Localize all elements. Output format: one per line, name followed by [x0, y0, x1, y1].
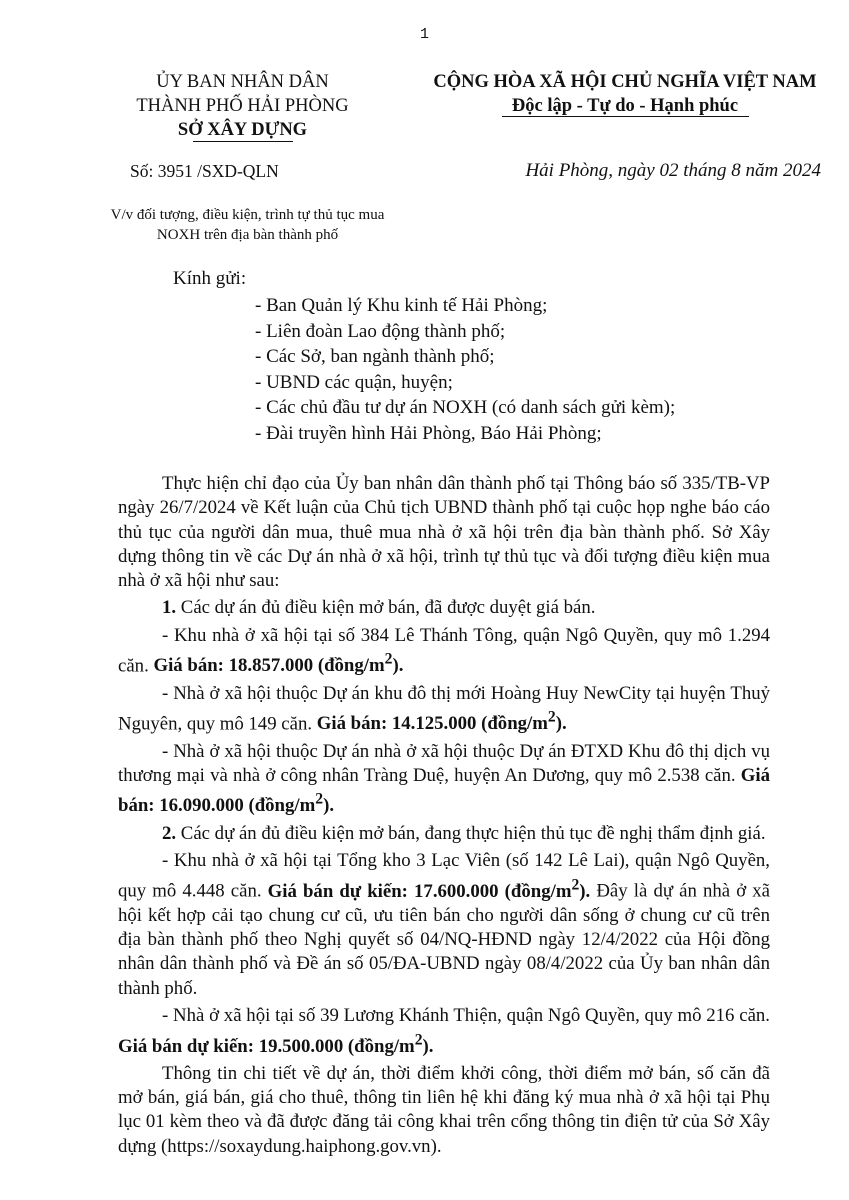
greeting: Kính gửi: [173, 268, 247, 289]
subject-line-1: V/v đối tượng, điều kiện, trình tự thủ tục mua [110, 207, 385, 223]
national-header [425, 70, 825, 118]
section-2-heading [118, 822, 770, 846]
section-1-number: 1. [162, 597, 177, 619]
nation-title: CỘNG HÒA XÃ HỘI CHỦ NGHĨA VIỆT NAM [433, 72, 817, 92]
org-line-1: ỦY BAN NHÂN DÂN [156, 72, 329, 92]
price-close: ). [579, 880, 591, 902]
org-line-3: SỞ XÂY DỰNG [177, 120, 308, 140]
intro-paragraph: Thực hiện chỉ đạo của Ủy ban nhân dân thành phố tại Thông báo số 335/TB-VP ngày 26/7/2024 về Kết luận của Chủ tịch UBND thành phố tại cuộc họp nghe báo cáo thủ tục của người dân mua, thuê mua nhà ở xã hội trên địa bàn thành phố. Sở Xây dựng thông tin về các Dự án nhà ở xã hội, trình tự thủ tục và đối tượng điều kiện mua nhà ở xã hội như sau: [118, 473, 770, 592]
issuing-organization [110, 70, 375, 142]
document-date: Hải Phòng, ngày 02 tháng 8 năm 2024 [525, 160, 821, 181]
document-subject [70, 205, 425, 245]
project-description: - Nhà ở xã hội thuộc Dự án khu đô thị mới Hoàng Huy NewCity tại huyện Thuỷ Nguyên, quy mô 149 căn. [118, 682, 770, 735]
project-description: - Nhà ở xã hội thuộc Dự án nhà ở xã hội thuộc Dự án ĐTXD Khu đô thị dịch vụ thương mại và nhà ở công nhân Tràng Duệ, huyện An Dương, quy mô 2.538 căn. [118, 740, 770, 786]
motto-underline [502, 116, 749, 117]
project-description: - Khu nhà ở xã hội tại số 384 Lê Thánh Tông, quận Ngô Quyền, quy mô 1.294 căn. [118, 624, 770, 677]
recipient-item: - Ban Quản lý Khu kinh tế Hải Phòng; [255, 295, 548, 316]
recipient-item: - Các chủ đầu tư dự án NOXH (có danh sách gửi kèm); [255, 397, 676, 419]
section-2-title: Các dự án đủ điều kiện mở bán, đang thực hiện thủ tục đề nghị thẩm định giá. [176, 822, 766, 844]
superscript: 2 [384, 651, 393, 669]
recipient-item: - Đài truyền hình Hải Phòng, Báo Hải Phòng; [255, 422, 602, 444]
price-text: Giá bán: 14.125.000 (đồng/m [316, 713, 548, 735]
price-close: ). [323, 795, 335, 817]
project-item [118, 1004, 770, 1059]
section-2-number: 2. [162, 822, 177, 844]
page-number: 1 [419, 26, 429, 43]
document-body [118, 472, 770, 1159]
project-item [118, 740, 770, 819]
recipient-item: - Liên đoàn Lao động thành phố; [255, 320, 506, 342]
price-close: ). [392, 655, 404, 677]
document-number: Số: 3951 /SXD-QLN [130, 161, 279, 181]
project-price [118, 1031, 434, 1057]
section-1-heading [118, 596, 770, 620]
project-item [118, 849, 770, 1001]
price-text: Giá bán: 18.857.000 (đồng/m [153, 655, 385, 677]
project-item [118, 682, 770, 737]
subject-line-2: NOXH trên địa bàn thành phố [156, 227, 339, 243]
closing-paragraph: Thông tin chi tiết về dự án, thời điểm khởi công, thời điểm mở bán, số căn đã mở bán, giá bán, giá cho thuê, thông tin liên hệ khi đăng ký mua nhà ở xã hội tại Phụ lục 01 kèm theo và đã được đăng tải công khai trên cổng thông tin điện tử của Sở Xây dựng (https://soxaydung.haiphong.gov.vn). [118, 1062, 770, 1157]
price-close: ). [422, 1035, 434, 1057]
project-price [316, 708, 567, 735]
recipient-item: - UBND các quận, huyện; [255, 371, 453, 393]
recipient-item: - Các Sở, ban ngành thành phố; [255, 346, 495, 368]
recipient-list [255, 293, 675, 447]
superscript: 2 [547, 708, 556, 726]
price-text: Giá bán dự kiến: 19.500.000 (đồng/m [118, 1035, 415, 1057]
project-item [118, 624, 770, 679]
project-price [267, 876, 591, 902]
nation-motto: Độc lập - Tự do - Hạnh phúc [511, 96, 739, 116]
superscript: 2 [315, 791, 324, 809]
superscript: 2 [414, 1031, 423, 1049]
superscript: 2 [571, 876, 580, 894]
org-underline [193, 141, 293, 142]
project-description: - Nhà ở xã hội tại số 39 Lương Khánh Thiện, quận Ngô Quyền, quy mô 216 căn. [162, 1005, 770, 1026]
price-text: Giá bán: 16.090.000 (đồng/m [118, 764, 770, 817]
org-line-2: THÀNH PHỐ HẢI PHÒNG [136, 96, 349, 116]
project-price [153, 651, 404, 677]
price-text: Giá bán dự kiến: 17.600.000 (đồng/m [267, 880, 572, 902]
section-1-title: Các dự án đủ điều kiện mở bán, đã được duyệt giá bán. [176, 597, 596, 619]
price-close: ). [555, 713, 567, 735]
project-note: Đây là dự án nhà ở xã hội kết hợp cải tạo chung cư cũ, ưu tiên bán cho người dân sống ở chung cư cũ trên địa bàn thành phố theo Nghị quyết số 04/NQ-HĐND ngày 12/4/2022 của Hội đồng nhân dân thành phố và Đề án số 05/ĐA-UBND ngày 08/4/2022 của Ủy ban nhân dân thành phố. [118, 880, 770, 999]
project-description: - Khu nhà ở xã hội tại Tổng kho 3 Lạc Viên (số 142 Lê Lai), quận Ngô Quyền, quy mô 4.448 căn. [118, 849, 770, 902]
